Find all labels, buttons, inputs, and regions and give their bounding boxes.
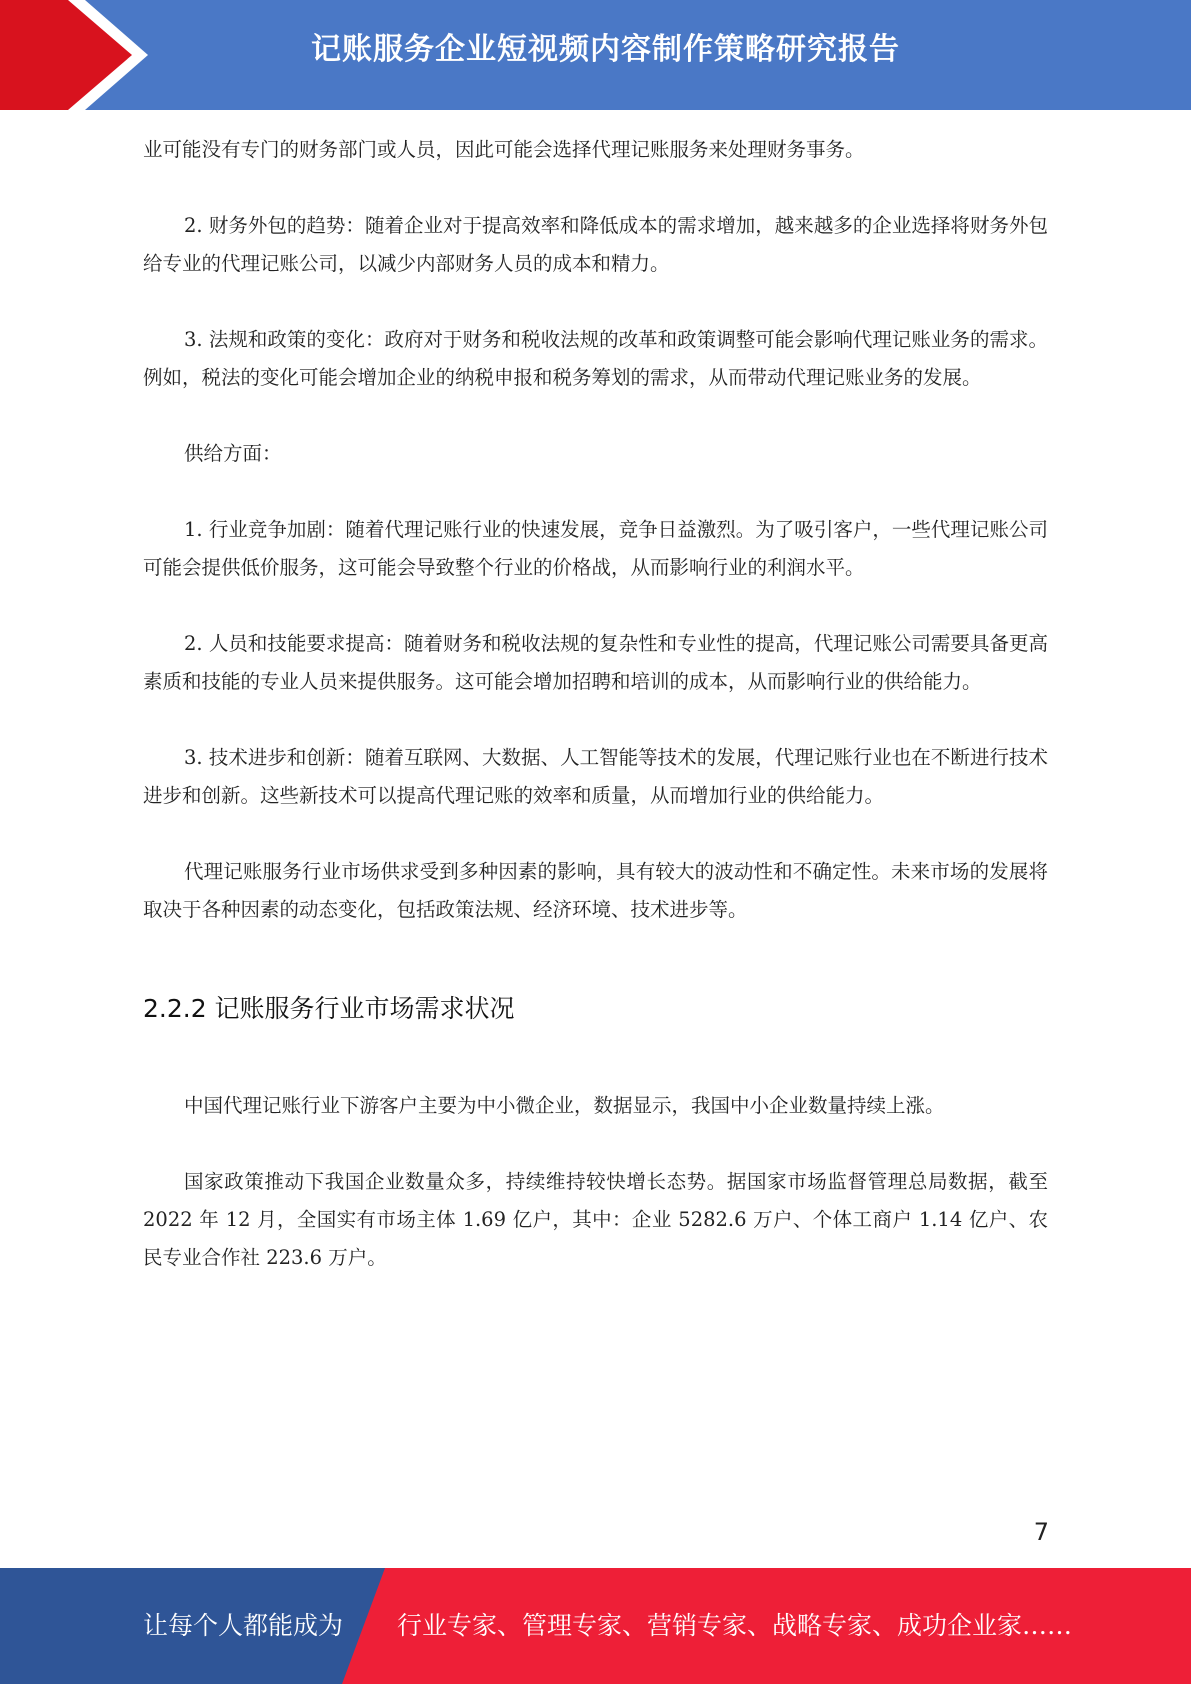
paragraph: 国家政策推动下我国企业数量众多，持续维持较快增长态势。据国家市场监督管理总局数据，截至 2022 年 12 月，全国实有市场主体 1.69 亿户，其中：企业 5282.6 万户、个体工商户 1.14 亿户、农民专业合作社 223.6 万户。 bbox=[143, 1170, 1048, 1269]
paragraph: 3. 法规和政策的变化：政府对于财务和税收法规的改革和政策调整可能会影响代理记账业务的需求。例如，税法的变化可能会增加企业的纳税申报和税务筹划的需求，从而带动代理记账业务的发展。 bbox=[143, 328, 1048, 389]
paragraph: 2. 财务外包的趋势：随着企业对于提高效率和降低成本的需求增加，越来越多的企业选择将财务外包给专业的代理记账公司，以减少内部财务人员的成本和精力。 bbox=[143, 214, 1048, 275]
main-content bbox=[143, 131, 1048, 1315]
paragraph: 3. 技术进步和创新：随着互联网、大数据、人工智能等技术的发展，代理记账行业也在不断进行技术进步和创新。这些新技术可以提高代理记账的效率和质量，从而增加行业的供给能力。 bbox=[143, 746, 1048, 807]
paragraph: 2. 人员和技能要求提高：随着财务和税收法规的复杂性和专业性的提高，代理记账公司需要具备更高素质和技能的专业人员来提供服务。这可能会增加招聘和培训的成本，从而影响行业的供给能力。 bbox=[143, 632, 1048, 693]
paragraph: 供给方面： bbox=[184, 442, 282, 465]
footer-slogan-left: 让每个人都能成为 bbox=[143, 1611, 344, 1640]
paragraph: 代理记账服务行业市场供求受到多种因素的影响，具有较大的波动性和不确定性。未来市场的发展将取决于各种因素的动态变化，包括政策法规、经济环境、技术进步等。 bbox=[143, 860, 1048, 921]
document-title: 记账服务企业短视频内容制作策略研究报告 bbox=[311, 32, 900, 67]
paragraph: 中国代理记账行业下游客户主要为中小微企业，数据显示，我国中小企业数量持续上涨。 bbox=[184, 1094, 945, 1117]
paragraph: 1. 行业竞争加剧：随着代理记账行业的快速发展，竞争日益激烈。为了吸引客户，一些代理记账公司可能会提供低价服务，这可能会导致整个行业的价格战，从而影响行业的利润水平。 bbox=[143, 518, 1048, 579]
page-number: 7 bbox=[1033, 1518, 1049, 1546]
footer-slogan-right: 行业专家、管理专家、营销专家、战略专家、成功企业家…… bbox=[397, 1611, 1073, 1640]
paragraph: 业可能没有专门的财务部门或人员，因此可能会选择代理记账服务来处理财务事务。 bbox=[143, 138, 865, 161]
section-heading: 2.2.2 记账服务行业市场需求状况 bbox=[143, 994, 515, 1023]
footer-banner bbox=[0, 1568, 1191, 1684]
header-banner bbox=[0, 0, 1191, 110]
